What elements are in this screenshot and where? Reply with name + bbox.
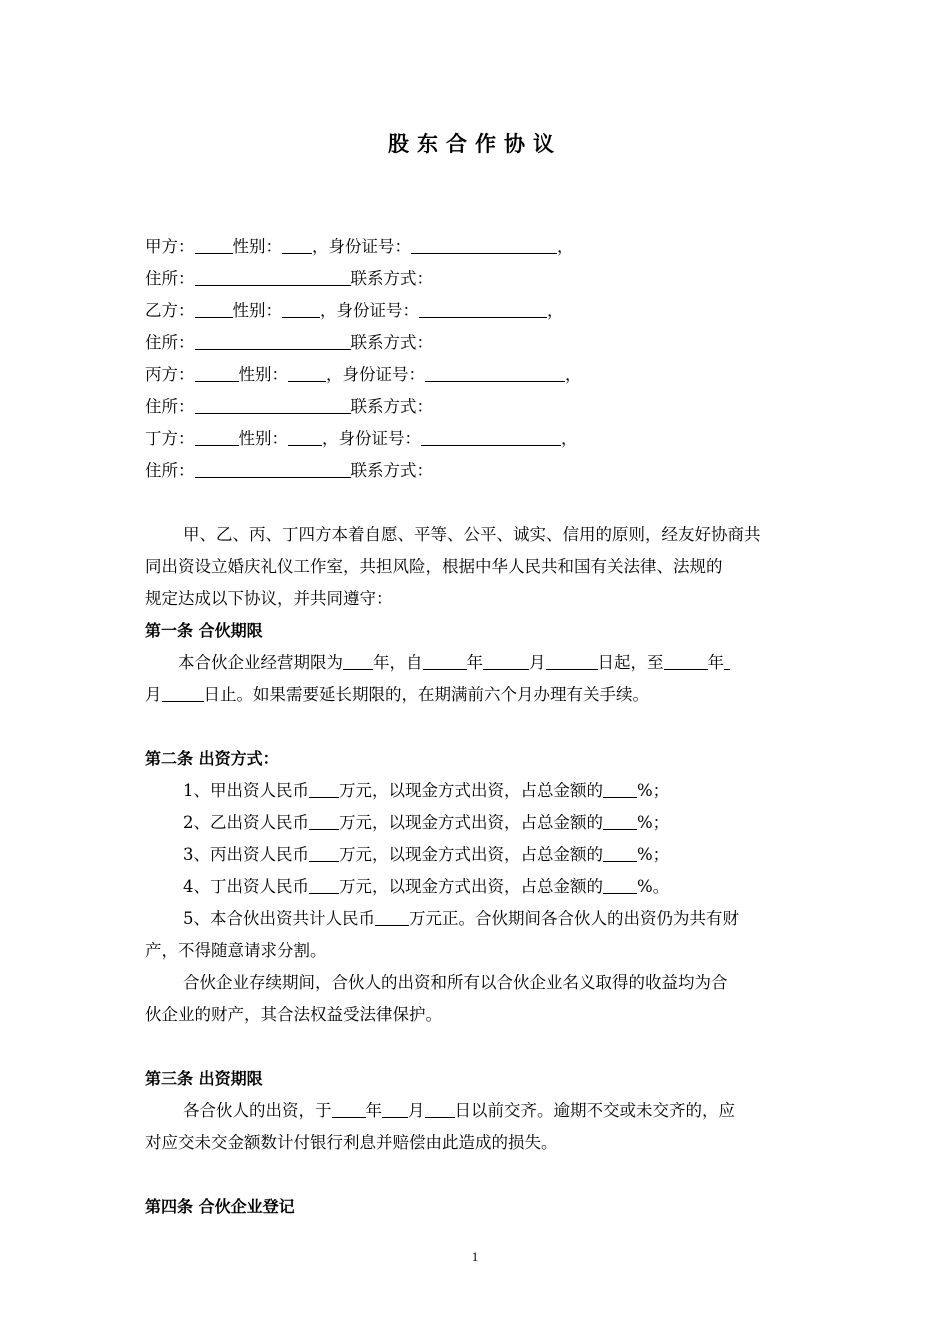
contribution-total-line-2: 产，不得随意请求分割。 (145, 941, 327, 960)
party-yi-address-line: 住所： 联系方式： (145, 333, 433, 352)
contribution-item-4: 4、丁出资人民币 万元，以现金方式出资，占总金额的 %。 (183, 877, 670, 896)
contribution-item-2: 2、乙出资人民币 万元，以现金方式出资，占总金额的 %； (183, 813, 670, 832)
article-2-para-line-1: 合伙企业存续期间，合伙人的出资和所有以合伙企业名义取得的收益均为合 (183, 973, 728, 992)
document-title: 股东合作协议 (388, 132, 562, 156)
preamble-line-1: 甲、乙、丙、丁四方本着自愿、平等、公平、诚实、信用的原则，经友好协商共 (183, 525, 761, 544)
party-bing-line: 丙方： 性别： ，身份证号： ， (145, 365, 582, 384)
party-ding-line: 丁方： 性别： ，身份证号： ， (145, 429, 578, 448)
article-2-para-line-2: 伙企业的财产，其合法权益受法律保护。 (145, 1005, 442, 1024)
contribution-total-line: 5、本合伙出资共计人民币 万元正。合伙期间各合伙人的出资仍为共有财 (183, 909, 739, 928)
party-ding-address-line: 住所： 联系方式： (145, 461, 433, 480)
party-jia-address-line: 住所： 联系方式： (145, 269, 433, 288)
article-1-line-1: 本合伙企业经营期限为 年，自 年 月 日起，至 年 (178, 652, 730, 674)
article-1-line-2: 月 日止。如果需要延长期限的，在期满前六个月办理有关手续。 (145, 685, 649, 704)
party-bing-address-line: 住所： 联系方式： (145, 397, 433, 416)
contribution-item-3: 3、丙出资人民币 万元，以现金方式出资，占总金额的 %； (183, 845, 670, 864)
article-3-heading: 第三条 出资期限 (145, 1069, 263, 1088)
article-3-line-1: 各合伙人的出资，于 年 月 日以前交齐。逾期不交或未交齐的，应 (183, 1101, 735, 1120)
article-1-heading: 第一条 合伙期限 (145, 621, 263, 640)
preamble-line-2: 同出资设立婚庆礼仪工作室，共担风险，根据中华人民共和国有关法律、法规的 (145, 557, 723, 576)
article-2-heading: 第二条 出资方式： (145, 749, 279, 768)
contribution-item-1: 1、甲出资人民币 万元，以现金方式出资，占总金额的 %； (183, 781, 670, 800)
article-3-line-2: 对应交未交金额数计付银行利息并赔偿由此造成的损失。 (145, 1133, 558, 1152)
party-yi-line: 乙方： 性别： ，身份证号： ， (145, 301, 564, 320)
article-4-heading: 第四条 合伙企业登记 (145, 1197, 295, 1216)
page-number: 1 (471, 1249, 479, 1264)
preamble-line-3: 规定达成以下协议，并共同遵守： (145, 589, 393, 608)
party-jia-line: 甲方： 性别： ，身份证号： ， (145, 237, 574, 256)
